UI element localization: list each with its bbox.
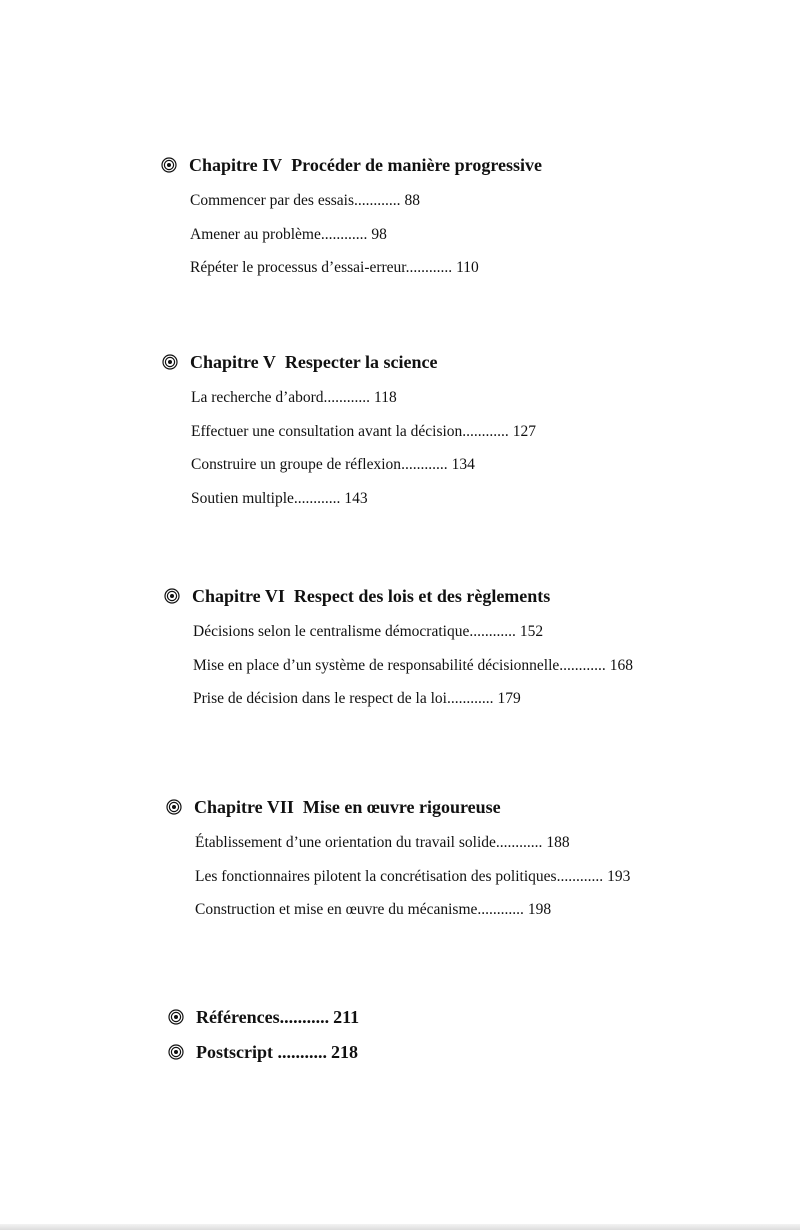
entry-leader-dots: ...........: [279, 1006, 330, 1027]
entry-page-number: 110: [456, 259, 479, 276]
toc-entry[interactable]: [195, 833, 800, 867]
entry-leader-dots: ............: [559, 656, 606, 674]
chapter-vii: [166, 795, 800, 934]
entry-page-number: 143: [344, 489, 368, 507]
chapter-heading: [162, 350, 800, 374]
entry-page-number: 118: [374, 389, 397, 406]
entry-leader-dots: ............: [320, 225, 368, 243]
entry-title: Effectuer une consultation avant la décision: [191, 422, 463, 440]
entry-page-number: 211: [333, 1006, 360, 1027]
chapter-heading: [166, 795, 800, 819]
entry-leader-dots: ............: [354, 192, 401, 209]
entry-title: Prise de décision dans le respect de la loi: [193, 690, 447, 707]
entry-page-number: 193: [607, 867, 631, 885]
chapter-heading: [164, 584, 800, 608]
entry-title: Répéter le processus d’essai-erreur: [190, 259, 406, 276]
entry-leader-dots: ............: [462, 422, 509, 440]
toc-entry[interactable]: [191, 422, 800, 456]
entry-page-number: 198: [527, 901, 552, 918]
toc-entry[interactable]: [190, 225, 800, 259]
entry-leader-dots: ............: [556, 867, 604, 885]
entry-page-number: 98: [371, 225, 387, 243]
concentric-circle-bullet-icon: [161, 157, 177, 173]
entry-title: Amener au problème: [190, 225, 321, 243]
concentric-circle-bullet-icon: [164, 588, 180, 604]
toc-entry[interactable]: [195, 900, 800, 934]
chapter-title: Respecter la science: [284, 351, 438, 372]
entry-list: [191, 388, 800, 522]
chapter-label: Chapitre V: [190, 351, 276, 372]
references-title: Références: [196, 1006, 280, 1027]
chapter-label: Chapitre VI: [192, 585, 285, 606]
toc-entry[interactable]: [191, 388, 800, 422]
entry-page-number: 168: [609, 656, 634, 674]
toc-entry-postscript[interactable]: [168, 1040, 358, 1064]
entry-page-number: 188: [546, 834, 570, 851]
entry-leader-dots: ............: [477, 901, 524, 918]
entry-title: La recherche d’abord: [191, 389, 324, 406]
chapter-v: [162, 350, 800, 522]
concentric-circle-bullet-icon: [168, 1009, 184, 1025]
postscript-title: Postscript: [196, 1041, 273, 1062]
chapter-label: Chapitre IV: [189, 154, 283, 175]
chapter-iv: [161, 153, 800, 292]
toc-entry[interactable]: [191, 489, 800, 523]
toc-entry-references[interactable]: [168, 1005, 359, 1029]
toc-entry[interactable]: [190, 258, 800, 292]
entry-title: Les fonctionnaires pilotent la concrétisation des politiques: [195, 867, 557, 885]
toc-entry[interactable]: [190, 191, 800, 225]
entry-page-number: 152: [519, 623, 544, 640]
chapter-title: Mise en œuvre rigoureuse: [302, 796, 501, 817]
entry-list: [193, 622, 800, 723]
toc-entry[interactable]: [195, 867, 800, 901]
page-bottom-edge: [0, 1224, 800, 1230]
entry-page-number: 134: [451, 456, 475, 473]
entry-title: Construire un groupe de réflexion: [191, 456, 402, 473]
toc-entry[interactable]: [193, 689, 800, 723]
entry-list: [195, 833, 800, 934]
entry-leader-dots: ...........: [272, 1041, 327, 1062]
toc-entry[interactable]: [193, 656, 800, 690]
entry-title: Commencer par des essais: [190, 192, 354, 209]
entry-leader-dots: ............: [446, 690, 494, 707]
chapter-vi: [164, 584, 800, 723]
concentric-circle-bullet-icon: [168, 1044, 184, 1060]
entry-leader-dots: ............: [323, 389, 371, 406]
entry-title: Établissement d’une orientation du travail solide: [195, 834, 496, 851]
chapter-title: Procéder de manière progressive: [291, 154, 542, 175]
entry-leader-dots: ............: [401, 456, 448, 473]
entry-title: Mise en place d’un système de responsabilité décisionnelle: [193, 656, 560, 674]
entry-leader-dots: ............: [495, 834, 543, 851]
entry-page-number: 88: [404, 192, 420, 209]
concentric-circle-bullet-icon: [166, 799, 182, 815]
entry-leader-dots: ............: [405, 259, 453, 276]
entry-page-number: 127: [512, 422, 537, 440]
entry-title: Construction et mise en œuvre du mécanisme: [195, 901, 478, 918]
entry-page-number: 218: [330, 1041, 358, 1062]
entry-list: [190, 191, 800, 292]
chapter-heading: [161, 153, 800, 177]
concentric-circle-bullet-icon: [162, 354, 178, 370]
entry-title: Soutien multiple: [191, 489, 294, 507]
entry-leader-dots: ............: [293, 489, 341, 507]
entry-leader-dots: ............: [469, 623, 516, 640]
chapter-title: Respect des lois et des règlements: [293, 585, 551, 606]
chapter-label: Chapitre VII: [194, 796, 294, 817]
entry-page-number: 179: [497, 690, 521, 707]
entry-title: Décisions selon le centralisme démocratique: [193, 623, 470, 640]
toc-entry[interactable]: [191, 455, 800, 489]
toc-entry[interactable]: [193, 622, 800, 656]
